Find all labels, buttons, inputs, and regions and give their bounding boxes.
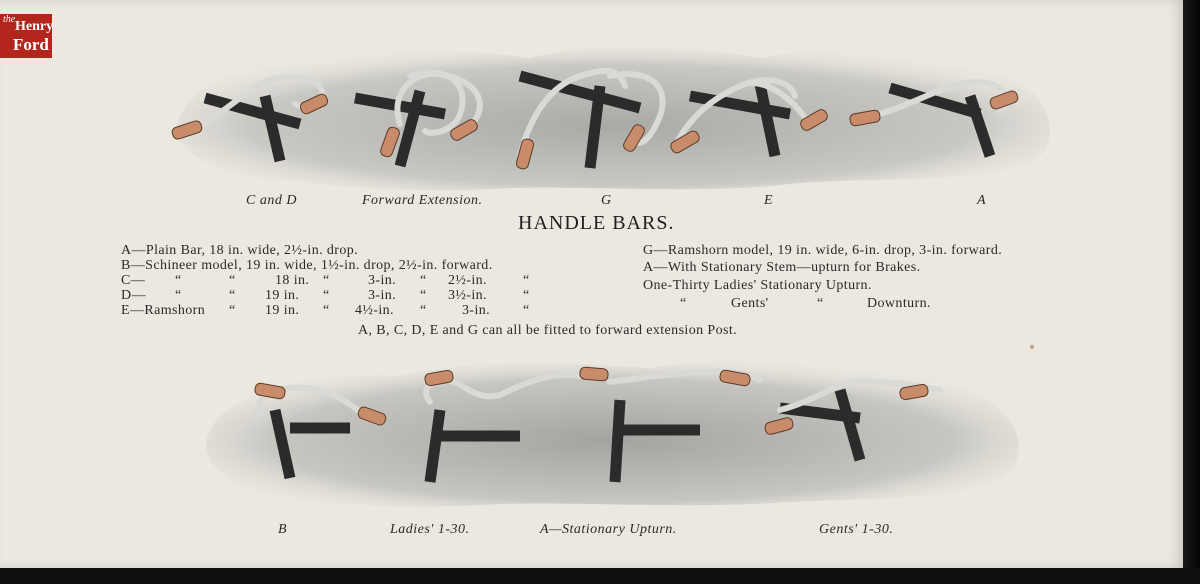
paper-spot	[1030, 345, 1034, 349]
spec-line-a-stationary: A—With Stationary Stem—upturn for Brakes.	[643, 260, 921, 275]
logo-the: the	[3, 14, 16, 25]
spec-line-b: B—Schineer model, 19 in. wide, 1½-in. drop, 2½-in. forward.	[121, 258, 493, 273]
caption-ladies-1-30: Ladies' 1-30.	[390, 522, 470, 537]
spec-line-g: G—Ramshorn model, 19 in. wide, 6-in. drop, 3-in. forward.	[643, 243, 1003, 258]
henry-ford-logo	[0, 14, 52, 58]
caption-a: A	[977, 193, 987, 208]
fitting-note: A, B, C, D, E and G can all be fitted to forward extension Post.	[358, 323, 738, 338]
caption-forward-extension: Forward Extension.	[362, 193, 483, 208]
book-spine	[1183, 0, 1200, 584]
spec-line-a: A—Plain Bar, 18 in. wide, 2½-in. drop.	[121, 243, 359, 258]
caption-a-stationary-upturn: A—Stationary Upturn.	[540, 522, 677, 537]
bottom-handlebar-illustration	[200, 350, 1040, 518]
catalog-page: the Henry Ford C and D Forward Extension. G E A HANDLE BARS. A—Plain Bar, 18 in. wide, 2½-in. drop. B—Schineer model, 19 in. wide, 1½-in. drop, 2½-in. forward. C— “ “ 18 in. “ 3-in. “ 2½-in. “ D— “ “ 19 in. “ 3-in. “ 3½-in. “ E—Ramshorn “ 19 in. “ 4½-in. “ 3-in. “ G—Ramshorn model, 19 in. wide, 6-in. drop, 3-in. forward. A—With Stationary Stem—upturn for Brakes. One-Thirty Ladies' Stationary Upturn. “ Gents' “ Downturn. A, B, C, D, E and G can all be fitted to forward extension Post. B Ladies' 1-30. A—Stationary Upturn. Gents' 1-30.	[0, 0, 1183, 568]
logo-henry: Henry	[15, 19, 54, 34]
section-title: HANDLE BARS.	[518, 212, 675, 234]
top-handlebar-illustration	[170, 36, 1070, 196]
caption-b: B	[278, 522, 288, 537]
caption-c-and-d: C and D	[246, 193, 297, 208]
page-bottom-edge	[0, 568, 1200, 584]
caption-e: E	[764, 193, 774, 208]
logo-ford: Ford	[13, 35, 49, 54]
caption-gents-1-30: Gents' 1-30.	[819, 522, 894, 537]
caption-g: G	[601, 193, 612, 208]
spec-line-ladies: One-Thirty Ladies' Stationary Upturn.	[643, 278, 872, 293]
